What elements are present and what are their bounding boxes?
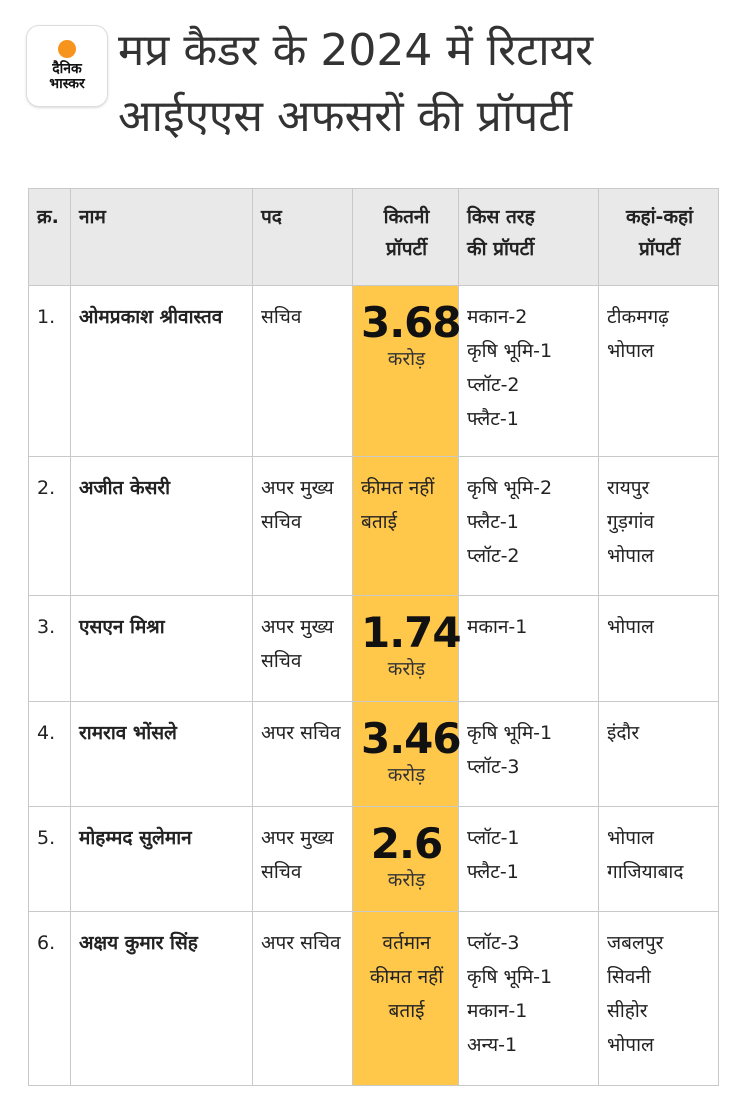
header-value-line2: प्रॉपर्टी [385,238,428,260]
cell-name: अक्षय कुमार सिंह [71,912,253,1086]
place-item: सीहोर [607,1000,648,1022]
place-item: इंदौर [607,722,640,744]
header-type [459,189,599,286]
table-row [29,596,719,702]
post-line: सचिव [261,650,302,672]
place-item: गाजियाबाद [607,861,684,883]
place-item: सिवनी [607,966,651,988]
post-line: सचिव [261,861,302,883]
cell-post [253,457,353,596]
table-row [29,702,719,807]
table-row [29,286,719,457]
cell-types [459,912,599,1086]
cell-places [599,286,719,457]
post-line: अपर मुख्य [261,477,334,499]
header-row [29,189,719,286]
type-item: कृषि भूमि-1 [467,966,553,988]
type-item: फ्लैट-1 [467,861,519,883]
cell-name: अजीत केसरी [71,457,253,596]
value-text-line: वर्तमान [382,932,431,954]
value-text-line: कीमत नहीं [369,966,444,988]
type-item: मकान-1 [467,1000,528,1022]
place-item: भोपाल [607,827,654,849]
post-line: अपर मुख्य [261,616,334,638]
type-item: मकान-1 [467,616,528,638]
cell-name: एसएन मिश्रा [71,596,253,702]
header-sn: क्र. [29,189,71,286]
value-text-line: बताई [361,511,397,533]
cell-name: रामराव भोंसले [71,702,253,807]
post-line: अपर सचिव [261,932,341,954]
sun-icon [58,40,76,58]
type-item: फ्लैट-1 [467,408,519,430]
cell-places [599,912,719,1086]
cell-value [353,596,459,702]
header-place [599,189,719,286]
value-amount: 2.6 [370,819,443,868]
place-item: भोपाल [607,545,654,567]
cell-sn: 3. [29,596,71,702]
cell-post [253,912,353,1086]
cell-places [599,457,719,596]
dainik-bhaskar-logo [27,26,107,106]
cell-value [353,286,459,457]
post-line: सचिव [261,306,302,328]
type-item: प्लॉट-2 [467,374,520,396]
place-item: भोपाल [607,340,654,362]
post-line: सचिव [261,511,302,533]
cell-name: मोहम्मद सुलेमान [71,807,253,912]
type-item: प्लॉट-3 [467,932,520,954]
value-amount: 1.74 [361,608,461,657]
cell-sn: 2. [29,457,71,596]
cell-value [353,457,459,596]
value-unit: करोड़ [387,348,426,370]
cell-sn: 1. [29,286,71,457]
cell-sn: 4. [29,702,71,807]
title-line1: मप्र कैडर के 2024 में रिटायर [118,25,594,76]
type-item: प्लॉट-3 [467,756,520,778]
cell-places [599,807,719,912]
type-item: कृषि भूमि-1 [467,340,553,362]
type-item: कृषि भूमि-1 [467,722,553,744]
cell-name: ओमप्रकाश श्रीवास्तव [71,286,253,457]
value-unit: करोड़ [387,658,426,680]
value-amount: 3.46 [361,714,461,763]
post-line: अपर मुख्य [261,827,334,849]
value-text-line: बताई [388,1000,425,1022]
value-amount: 3.68 [361,298,461,347]
place-item: भोपाल [607,1034,654,1056]
cell-types [459,702,599,807]
value-unit: करोड़ [387,764,426,786]
table-row [29,457,719,596]
header-post: पद [253,189,353,286]
place-item: रायपुर [607,477,650,499]
cell-post [253,702,353,807]
cell-places [599,702,719,807]
header-name: नाम [71,189,253,286]
cell-value [353,807,459,912]
property-table [28,188,719,1086]
cell-places [599,596,719,702]
table-row [29,807,719,912]
header-place-line2: प्रॉपर्टी [638,238,681,260]
header-type-line1: किस तरह [467,206,535,228]
type-item: फ्लैट-1 [467,511,519,533]
type-item: अन्य-1 [467,1034,518,1056]
type-item: कृषि भूमि-2 [467,477,553,499]
cell-sn: 5. [29,807,71,912]
type-item: मकान-2 [467,306,528,328]
header-type-line2: की प्रॉपर्टी [467,238,535,260]
cell-value [353,702,459,807]
value-unit: करोड़ [387,869,426,891]
cell-types [459,807,599,912]
cell-post [253,807,353,912]
cell-value [353,912,459,1086]
header-value-line1: कितनी [383,206,430,228]
cell-sn: 6. [29,912,71,1086]
place-item: गुड़गांव [607,511,655,533]
type-item: प्लॉट-1 [467,827,520,849]
page-title [118,18,738,150]
header-value [353,189,459,286]
place-item: जबलपुर [607,932,664,954]
cell-types [459,596,599,702]
logo-text-line1: दैनिक [52,61,82,77]
place-item: टीकमगढ़ [607,306,669,328]
table-row [29,912,719,1086]
header-place-line1: कहां-कहां [625,206,694,228]
cell-types [459,286,599,457]
logo-text-line2: भास्कर [49,76,85,92]
cell-types [459,457,599,596]
title-line2: आईएएस अफसरों की प्रॉपर्टी [118,91,572,142]
cell-post [253,596,353,702]
cell-post [253,286,353,457]
value-text-line: कीमत नहीं [361,477,435,499]
place-item: भोपाल [607,616,654,638]
post-line: अपर सचिव [261,722,341,744]
type-item: प्लॉट-2 [467,545,520,567]
